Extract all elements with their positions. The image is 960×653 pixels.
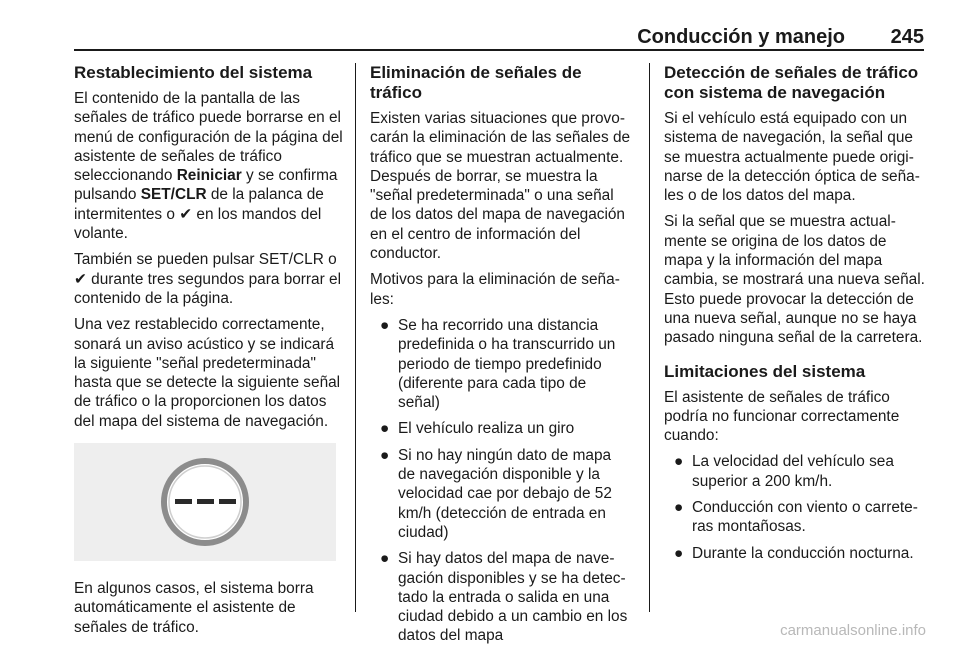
section-heading-elimination: Eliminación de señales de tráfico xyxy=(370,63,582,102)
paragraph-reset-1 xyxy=(74,89,344,243)
list-item-text: Durante la conducción nocturna. xyxy=(692,544,914,562)
section-heading-reset: Restablecimiento del sistema xyxy=(74,63,313,82)
section-heading-limitations: Limitaciones del sistema xyxy=(664,361,866,381)
column-divider-1 xyxy=(355,63,356,612)
list-item xyxy=(664,544,926,563)
list-item xyxy=(664,498,926,537)
paragraph-elimination-1: Existen varias situaciones que provocarán la eliminación de las señales de tráfico que se muestran actualmente. Después de borrar, se muestra la "señal predeterminada" o una señal de los datos del mapa de navegación en el centro de información del conductor. xyxy=(370,110,631,263)
chapter-title: Conducción y manejo xyxy=(637,26,845,48)
button-name-set-clr: SET/CLR xyxy=(140,186,207,204)
default-traffic-sign-icon xyxy=(160,457,250,547)
bullet-icon: ● xyxy=(380,550,390,568)
limitations-list xyxy=(664,452,926,562)
list-item xyxy=(370,446,632,542)
column-divider-2 xyxy=(649,63,650,612)
elimination-reasons-list xyxy=(370,316,632,646)
text: y se confirma pulsando xyxy=(74,167,338,204)
paragraph-navigation-1: Si el vehículo está equipado con un sistema de navegación, la señal que se muestra actualmente puede originarse de la detección óptica de señales o de los datos del mapa. xyxy=(664,110,920,205)
paragraph-limitations-1: El asistente de señales de tráfico podría no funcionar correctamente cuando: xyxy=(664,388,900,445)
list-item-text: El vehículo realiza un giro xyxy=(398,420,575,438)
text: durante tres segundos para borrar el contenido de la página. xyxy=(74,270,342,307)
list-item xyxy=(370,419,632,438)
list-item-text: Se ha recorrido una distancia predefinida o ha transcurrido un periodo de tiempo predefinido (diferente para cada tipo de señal) xyxy=(398,316,616,412)
list-item-text: Conducción con viento o carreteras montañosas. xyxy=(692,499,918,536)
menu-option-reiniciar: Reiniciar xyxy=(176,167,242,185)
section-heading-navigation: Detección de señales de tráfico con sistema de navegación xyxy=(664,63,919,102)
text: en los mandos del volante. xyxy=(74,205,322,243)
bullet-icon: ● xyxy=(380,316,390,334)
bullet-icon: ● xyxy=(380,446,390,464)
header-rule xyxy=(74,49,924,51)
bullet-icon: ● xyxy=(380,420,390,438)
watermark-text: carmanualsonline.info xyxy=(780,621,926,639)
page-number: 245 xyxy=(890,26,924,48)
paragraph-elimination-2: Motivos para la eliminación de señales: xyxy=(370,271,620,308)
column-2 xyxy=(370,63,632,653)
text: También se pueden pulsar SET/CLR o xyxy=(74,251,337,269)
text: de la palanca de intermitentes o xyxy=(74,186,324,223)
default-sign-illustration xyxy=(74,443,336,561)
bullet-icon: ● xyxy=(674,453,684,471)
list-item-text: La velocidad del vehículo sea superior a 200 km/h. xyxy=(692,453,894,490)
bullet-icon: ● xyxy=(674,499,684,517)
paragraph-reset-4: En algunos casos, el sistema borra automáticamente el asistente de señales de tráfico. xyxy=(74,580,314,636)
list-item xyxy=(370,316,632,412)
list-item-text: Si no hay ningún dato de mapa de navegación disponible y la velocidad cae por debajo de 52 km/h (detección de entrada en ciudad) xyxy=(398,446,612,541)
column-1 xyxy=(74,63,344,644)
list-item xyxy=(664,452,926,491)
checkmark-icon: ✔ xyxy=(74,270,87,288)
column-3 xyxy=(664,63,926,570)
page-header xyxy=(0,0,960,50)
paragraph-navigation-2: Si la señal que se muestra actualmente se origina de los datos de mapa y la información del mapa cambia, se mostrará una nueva señal. Esto puede provocar la detección de una nueva señal, aunque no se haya pasado ninguna señal de la carretera. xyxy=(664,213,925,347)
list-item-text: Si hay datos del mapa de navegación disponibles y se ha detectado la entrada o salida en una ciudad debido a un cambio en los datos del mapa xyxy=(398,550,628,645)
text: El contenido de la pantalla de las señales de tráfico puede borrarse en el menú de configuración de la página del asistente de señales de tráfico seleccionando xyxy=(74,90,343,185)
paragraph-reset-2 xyxy=(74,250,344,308)
paragraph-reset-3: Una vez restablecido correctamente, sonará un aviso acústico y se indicará la siguiente "señal predeterminada" hasta que se detecte la siguiente señal de tráfico o la proporcionen los datos del mapa del sistema de navegación. xyxy=(74,316,341,430)
bullet-icon: ● xyxy=(674,544,684,562)
checkmark-icon: ✔ xyxy=(179,205,193,223)
footer-watermark xyxy=(0,618,960,642)
